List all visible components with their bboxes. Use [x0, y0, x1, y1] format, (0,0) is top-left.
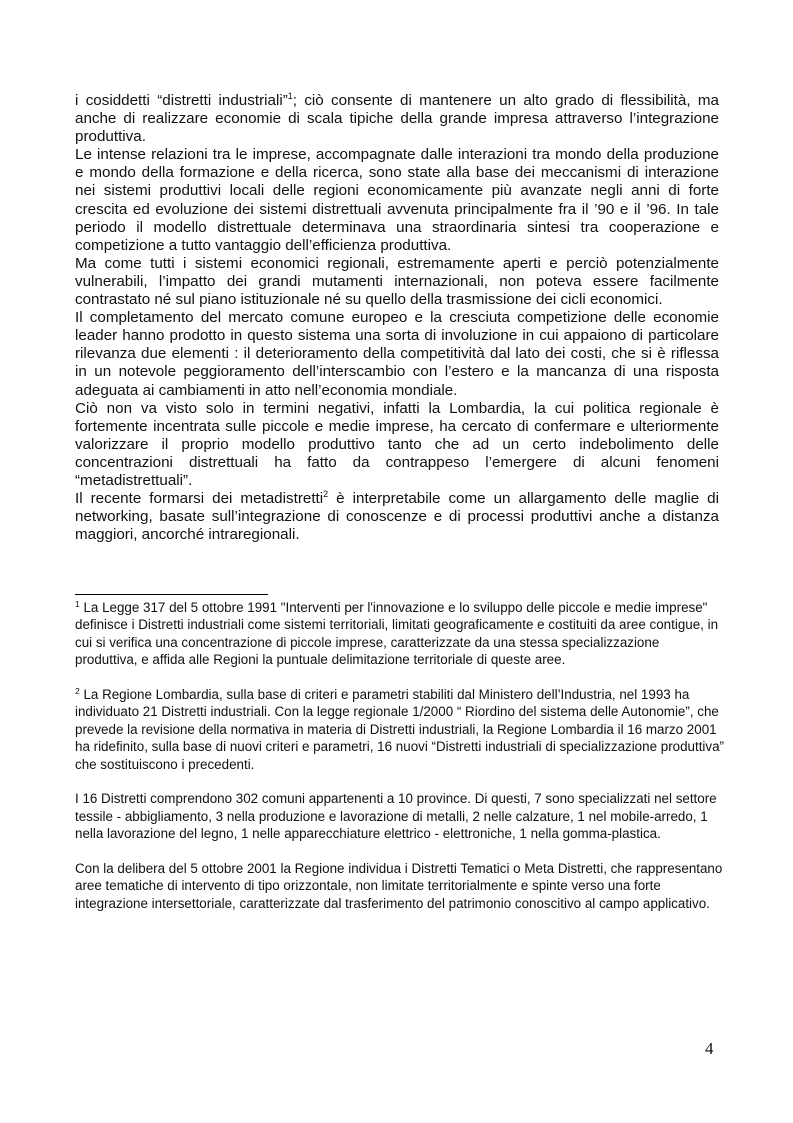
paragraph-4: Il completamento del mercato comune europeo e la cresciuta competizione delle economie leader hanno prodotto in questo sistema una sorta di involuzione in cui appaiono di particolare rilevanza due elementi : il deterioramento della competitività dal lato dei costi, che si è riflessa in un notevole peggioramento dell’interscambio con l’estero e la mancanza di una risposta adeguata ai cambiamenti in atto nell’economia mondiale. [75, 309, 719, 399]
page-number: 4 [705, 1039, 714, 1058]
paragraph-2: Le intense relazioni tra le imprese, accompagnate dalle interazioni tra mondo della produzione e mondo della formazione e della ricerca, sono state alla base dei meccanismi di interazione nei sistemi produttivi locali delle regioni economicamente più avanzate negli anni di forte crescita ed evoluzione dei sistemi distrettuali avvenuta principalmente fra il ’90 e il ’96. In tale periodo il modello distrettuale determinava una straordinaria sintesi tra cooperazione e competizione a tutto vantaggio dell’efficienza produttiva. [75, 146, 719, 254]
paragraph-6 [75, 490, 719, 544]
footnote-ref-1[interactable]: 1 [287, 91, 293, 101]
footnote-2-marker: 2 [75, 686, 80, 697]
footnote-2-paragraph-2: I 16 Distretti comprendono 302 comuni appartenenti a 10 province. Di questi, 7 sono specializzati nel settore tessile - abbigliamento, 3 nella produzione e lavorazione di metalli, 2 nelle calzature, 1 nel mobile-arredo, 1 nella lavorazione del legno, 1 nelle apparecchiature elettrico - elettroniche, 1 nella gomma-plastica. [75, 791, 717, 842]
footnote-1-marker: 1 [75, 599, 80, 609]
footnote-2 [75, 686, 725, 773]
footnote-1-text: La Legge 317 del 5 ottobre 1991 "Interventi per l'innovazione e lo sviluppo delle piccole e medie imprese" definisce i Distretti industriali come sistemi territoriali, limitati geograficamente e costituiti da aree contigue, in cui si verifica una concentrazione di piccole imprese, caratterizzate da una stessa specializzazione produttiva, e affida alle Regioni la puntuale delimitazione territoriale di queste aree. [75, 600, 719, 668]
paragraph-1-text-b: ; ciò consente di mantenere un alto grado di flessibilità, ma anche di realizzare economie di scala tipiche della grande impresa attraverso l’integrazione produttiva. [75, 92, 719, 146]
footnote-1 [75, 599, 725, 669]
footnote-separator [75, 594, 268, 595]
footnote-ref-2[interactable]: 2 [323, 489, 329, 500]
main-text [75, 92, 719, 544]
paragraph-6-text-b: è interpretabile come un allargamento delle maglie di networking, basate sull’integrazione di conoscenze e di processi produttivi anche a distanza maggiori, ancorché intraregionali. [75, 490, 719, 544]
footnote-2-text: La Regione Lombardia, sulla base di criteri e parametri stabiliti dal Ministero dell’Industria, nel 1993 ha individuato 21 Distretti industriali. Con la legge regionale 1/2000 “ Riordino del sistema delle Autonomie”, che prevede la revisione della normativa in materia di Distretti industriali, la Regione Lombardia il 16 marzo 2001 ha ridefinito, sulla base di nuovi criteri e parametri, 16 nuovi “Distretti industriali di specializzazione produttiva” che sostituiscono i precedenti. [75, 687, 725, 772]
footnotes [75, 599, 725, 930]
footnote-2-paragraph-3: Con la delibera del 5 ottobre 2001 la Regione individua i Distretti Tematici o Meta Distretti, che rappresentano aree tematiche di intervento di tipo orizzontale, non limitate territorialmente e spinte verso una forte integrazione intersettoriale, caratterizzate dal trasferimento del patrimonio conoscitivo al campo applicativo. [75, 861, 723, 911]
paragraph-6-text-a: Il recente formarsi dei metadistretti [75, 490, 324, 508]
paragraph-1 [75, 92, 719, 146]
paragraph-5: Ciò non va visto solo in termini negativi, infatti la Lombardia, la cui politica regionale è fortemente incentrata sulle piccole e medie imprese, ha cercato di confermare e ulteriormente valorizzare il proprio modello produttivo tanto che ad un certo indebolimento delle concentrazioni distrettuali ha fatto da contrappeso l’emergere di alcuni fenomeni “metadistrettuali”. [75, 399, 719, 489]
paragraph-3: Ma come tutti i sistemi economici regionali, estremamente aperti e perciò potenzialmente vulnerabili, l’impatto dei grandi mutamenti internazionali, non poteva essere facilmente contrastato né sul piano istituzionale né su quello della trasmissione dei cicli economici. [75, 254, 719, 309]
paragraph-1-text-a: i cosiddetti “distretti industriali” [75, 92, 288, 109]
